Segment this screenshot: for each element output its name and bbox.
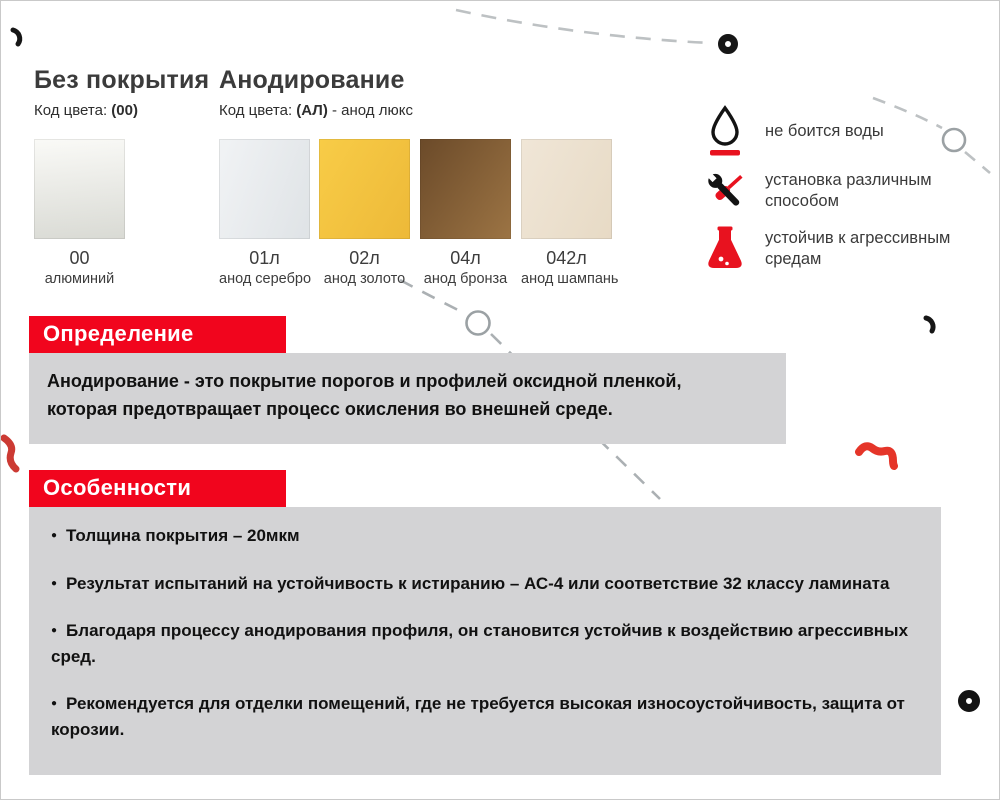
feature-item: ● Рекомендуется для отделки помещений, где не требуется высокая износоустойчивость, защита от корозии. [51, 691, 916, 742]
definition-heading: Определение [43, 321, 194, 346]
no-coating-code: Код цвета: (00) [34, 101, 138, 119]
features-box [29, 507, 941, 775]
swatch-name: анод шампань [521, 271, 619, 287]
swatch-code: 02л [349, 248, 380, 268]
no-coating-header [34, 67, 209, 119]
color-sample [319, 139, 410, 239]
swatch-name: анод бронза [423, 271, 508, 287]
anodizing-header [219, 67, 413, 119]
feature-item: ● Толщина покрытия – 20мкм [51, 523, 916, 549]
definition-text: Анодирование - это покрытие порогов и профилей оксидной пленкой, которая предотвращает процесс окисления во внешней среде. [47, 371, 682, 419]
benefit-label: установка различным способом [765, 171, 932, 210]
swatch-anod-champagne [521, 139, 619, 287]
definition-box [29, 353, 786, 444]
swatch-aluminium [34, 139, 125, 287]
benefit-aggressive [699, 225, 979, 273]
tools-icon [699, 168, 751, 214]
definition-heading-bar [29, 316, 286, 353]
swatch-name: анод серебро [219, 271, 312, 287]
flask-icon [699, 225, 751, 273]
feature-item: ● Результат испытаний на устойчивость к истиранию – АС-4 или соответствие 32 классу ламината [51, 571, 916, 597]
benefits-list [699, 105, 979, 284]
features-heading: Особенности [43, 475, 192, 500]
color-sample [219, 139, 310, 239]
color-sample [34, 139, 125, 239]
swatch-name: анод золото [323, 271, 406, 287]
anodizing-code: Код цвета: (АЛ) - анод люкс [219, 101, 413, 119]
benefit-label: не боится воды [765, 121, 884, 140]
color-sample [521, 139, 612, 239]
swatch-code: 042л [546, 248, 587, 268]
swatch-anod-silver [219, 139, 310, 287]
benefit-label: устойчив к агрессивным средам [765, 229, 951, 268]
benefit-installation [699, 168, 979, 214]
swatch-code: 04л [450, 248, 481, 268]
color-sample [420, 139, 511, 239]
feature-item: ● Благодаря процессу анодирования профиля, он становится устойчив к воздействию агрессивных сред. [51, 618, 916, 669]
anodizing-title: Анодирование [219, 66, 405, 94]
swatch-name: алюминий [44, 271, 115, 287]
swatch-anod-bronze [420, 139, 511, 287]
no-coating-title: Без покрытия [34, 66, 210, 94]
benefit-water [699, 105, 979, 157]
features-heading-bar [29, 470, 286, 507]
swatch-anod-gold [319, 139, 410, 287]
swatch-code: 01л [249, 248, 280, 268]
water-drop-icon [699, 105, 751, 157]
swatch-code: 00 [69, 248, 90, 268]
